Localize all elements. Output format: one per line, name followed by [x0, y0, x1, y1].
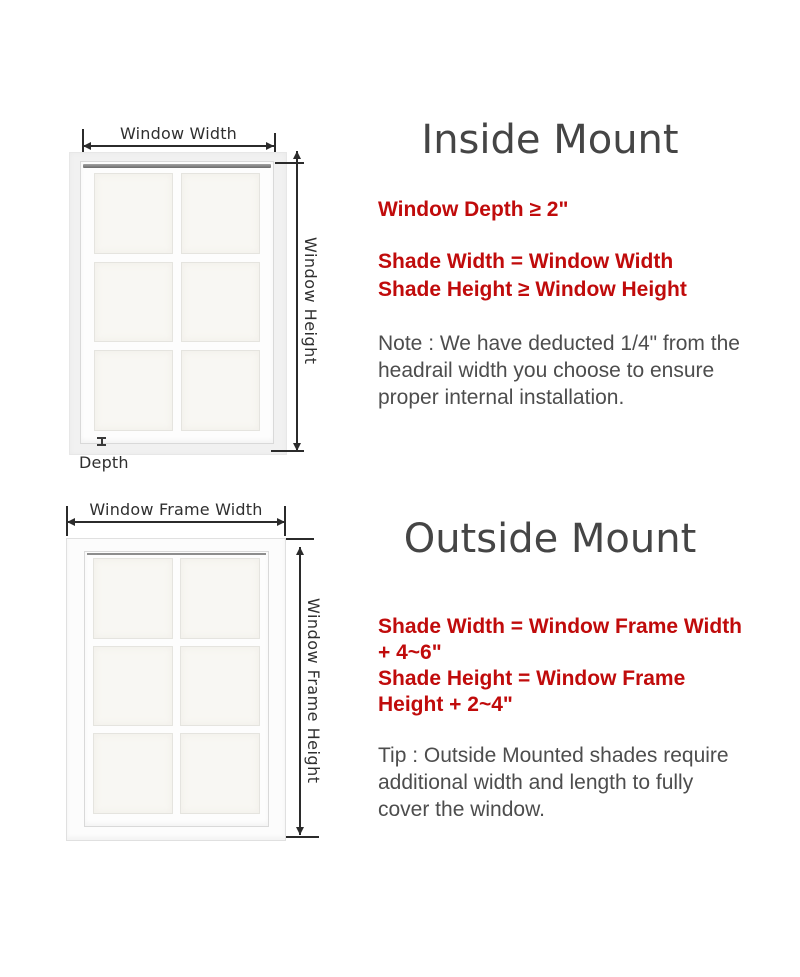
- height-tick-bottom: [271, 450, 304, 452]
- window-frame-width-label: Window Frame Width: [89, 500, 263, 519]
- frame-height-tick-top: [286, 538, 314, 540]
- window-pane: [94, 350, 173, 431]
- inside-size-rule-1: Shade Width = Window Width: [378, 250, 674, 273]
- arrow-head-up-icon: [296, 547, 304, 555]
- window-outer-frame: [66, 538, 286, 841]
- depth-marker-icon: [97, 437, 106, 446]
- window-pane: [93, 733, 173, 814]
- window-pane: [181, 350, 260, 431]
- window-pane: [180, 733, 260, 814]
- window-height-label: Window Height: [301, 237, 320, 365]
- window-pane: [180, 558, 260, 639]
- window-pane: [181, 262, 260, 343]
- shade-headrail: [83, 164, 271, 168]
- window-pane: [181, 173, 260, 254]
- inside-note-line-2: headrail width you choose to ensure: [378, 359, 715, 382]
- outside-tip-line-3: cover the window.: [378, 798, 545, 821]
- outside-size-rule-line-2: + 4~6": [378, 641, 442, 664]
- inside-size-rule-2: Shade Height ≥ Window Height: [378, 278, 687, 301]
- arrow-head-up-icon: [293, 151, 301, 159]
- arrow-head-down-icon: [296, 827, 304, 835]
- frame-height-arrow-line: [299, 547, 301, 835]
- window-pane: [180, 646, 260, 727]
- window-pane: [93, 558, 173, 639]
- window-panes: [93, 558, 260, 814]
- window-pane: [94, 173, 173, 254]
- outside-size-rule-line-4: Height + 2~4": [378, 693, 513, 716]
- arrow-head-left-icon: [83, 142, 91, 150]
- inside-mount-title: Inside Mount: [421, 117, 679, 163]
- frame-width-arrow-line: [66, 521, 286, 523]
- inside-note-line-3: proper internal installation.: [378, 386, 625, 409]
- inside-depth-requirement: Window Depth ≥ 2": [378, 198, 569, 221]
- outside-tip-line-1: Tip : Outside Mounted shades require: [378, 744, 729, 767]
- outside-size-rule-line-3: Shade Height = Window Frame: [378, 667, 686, 690]
- height-tick-top: [275, 162, 304, 164]
- window-pane: [94, 262, 173, 343]
- window-top-rail: [87, 553, 266, 555]
- window-frame-height-label: Window Frame Height: [304, 598, 323, 784]
- inside-size-rules: [378, 248, 687, 304]
- window-casing: [69, 152, 287, 455]
- outside-tip-line-2: additional width and length to fully: [378, 771, 694, 794]
- inside-note-line-1: Note : We have deducted 1/4" from the: [378, 332, 740, 355]
- frame-width-tick-right: [284, 506, 286, 536]
- outside-tip: [378, 742, 729, 823]
- window-inner-frame: [84, 551, 269, 827]
- window-frame: [80, 161, 274, 444]
- inside-note: [378, 330, 740, 411]
- window-width-arrow-line: [82, 145, 275, 147]
- frame-width-tick-left: [66, 506, 68, 536]
- window-width-label: Window Width: [119, 124, 238, 143]
- depth-label: Depth: [79, 453, 129, 472]
- outside-size-rules: [378, 614, 742, 718]
- window-pane: [93, 646, 173, 727]
- window-height-arrow-line: [296, 151, 298, 451]
- frame-height-tick-bottom: [286, 836, 319, 838]
- arrow-head-left-icon: [67, 518, 75, 526]
- window-panes: [94, 173, 260, 431]
- outside-mount-title: Outside Mount: [403, 516, 697, 562]
- arrow-head-right-icon: [266, 142, 274, 150]
- outside-size-rule-line-1: Shade Width = Window Frame Width: [378, 615, 743, 638]
